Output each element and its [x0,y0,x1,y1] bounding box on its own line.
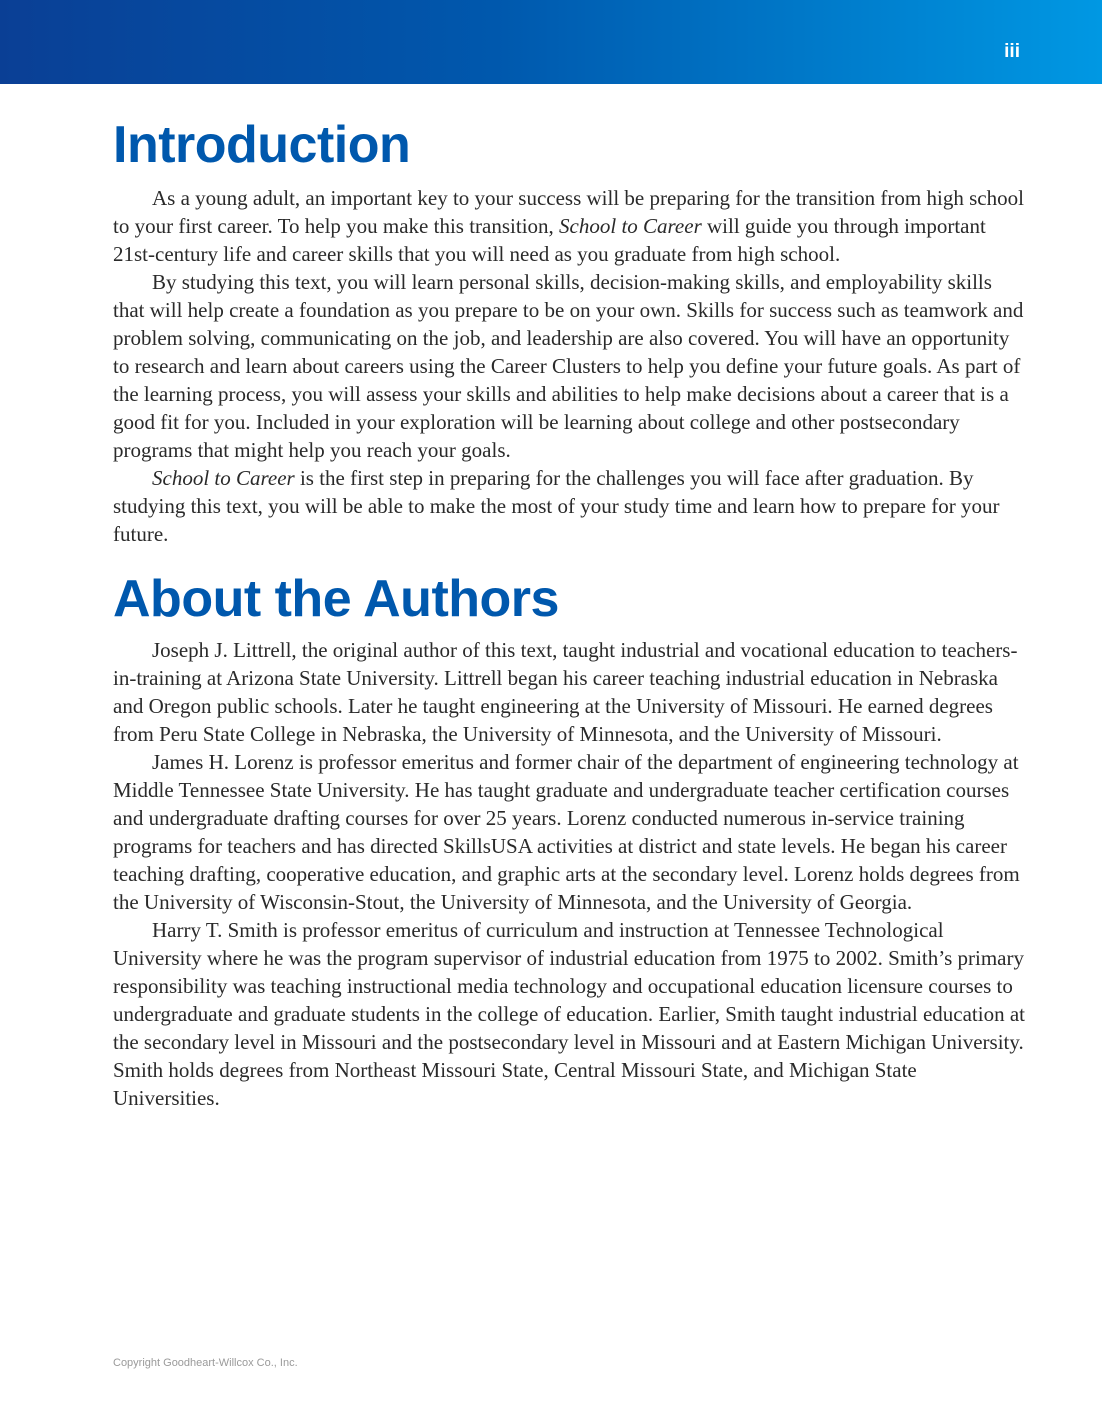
intro-p1-before: As a young adult, an important key to your success will be preparing for the transition from high school to your first career. To help you make this transition, [113,186,1024,238]
author-lorenz-paragraph: James H. Lorenz is professor emeritus and former chair of the department of engineering technology at Middle Tennessee State University. He has taught graduate and undergraduate teacher certification courses and undergraduate drafting courses for over 25 years. Lorenz conducted numerous in-service training programs for teachers and has directed SkillsUSA activities at district and state levels. He began his career teaching drafting, cooperative education, and graphic arts at the secondary level. Lorenz holds degrees from the University of Wisconsin-Stout, the University of Minnesota, and the University of Georgia. [113,750,1020,914]
intro-p3-after: is the first step in preparing for the challenges you will face after graduation. By studying this text, you will be able to make the most of your study time and learn how to prepare for your future. [113,466,1000,546]
intro-paragraph-3 [113,464,1025,548]
copyright-notice: Copyright Goodheart-Willcox Co., Inc. [113,1357,298,1369]
book-title: School to Career [559,214,702,238]
introduction-section [113,112,1025,548]
intro-paragraph-1 [113,184,1025,268]
introduction-heading: Introduction [113,116,411,174]
intro-paragraph-2: By studying this text, you will learn personal skills, decision-making skills, and employability skills that will help create a foundation as you prepare to be on your own. Skills for success such as teamwork and problem solving, communicating on the job, and leadership are also covered. You will have an opportunity to research and learn about careers using the Career Clusters to help you define your future goals. As part of the learning process, you will assess your skills and abilities to help make decisions about a career that is a good fit for you. Included in your exploration will be learning about college and other postsecondary programs that might help you reach your goals. [113,270,1024,462]
author-littrell-paragraph: Joseph J. Littrell, the original author of this text, taught industrial and vocational education to teachers-in-training at Arizona State University. Littrell began his career teaching industrial education in Nebraska and Oregon public schools. Later he taught engineering at the University of Missouri. He earned degrees from Peru State College in Nebraska, the University of Minnesota, and the University of Missouri. [113,638,1018,746]
header-band [0,0,1102,84]
page-number: iii [1004,41,1020,62]
author-smith-paragraph: Harry T. Smith is professor emeritus of curriculum and instruction at Tennessee Technological University where he was the program supervisor of industrial education from 1975 to 2002. Smith’s primary responsibility was teaching instructional media technology and occupational education licensure courses to undergraduate and graduate students in the college of education. Earlier, Smith taught industrial education at the secondary level in Missouri and the postsecondary level in Missouri and at Eastern Michigan University. Smith holds degrees from Northeast Missouri State, Central Missouri State, and Michigan State Universities. [113,918,1025,1110]
intro-p1-after: will guide you through important 21st-century life and career skills that you will need as you graduate from high school. [113,214,986,266]
page-content [113,112,1025,1112]
authors-heading: About the Authors [113,570,559,628]
book-title: School to Career [152,466,295,490]
authors-section [113,566,1025,1112]
